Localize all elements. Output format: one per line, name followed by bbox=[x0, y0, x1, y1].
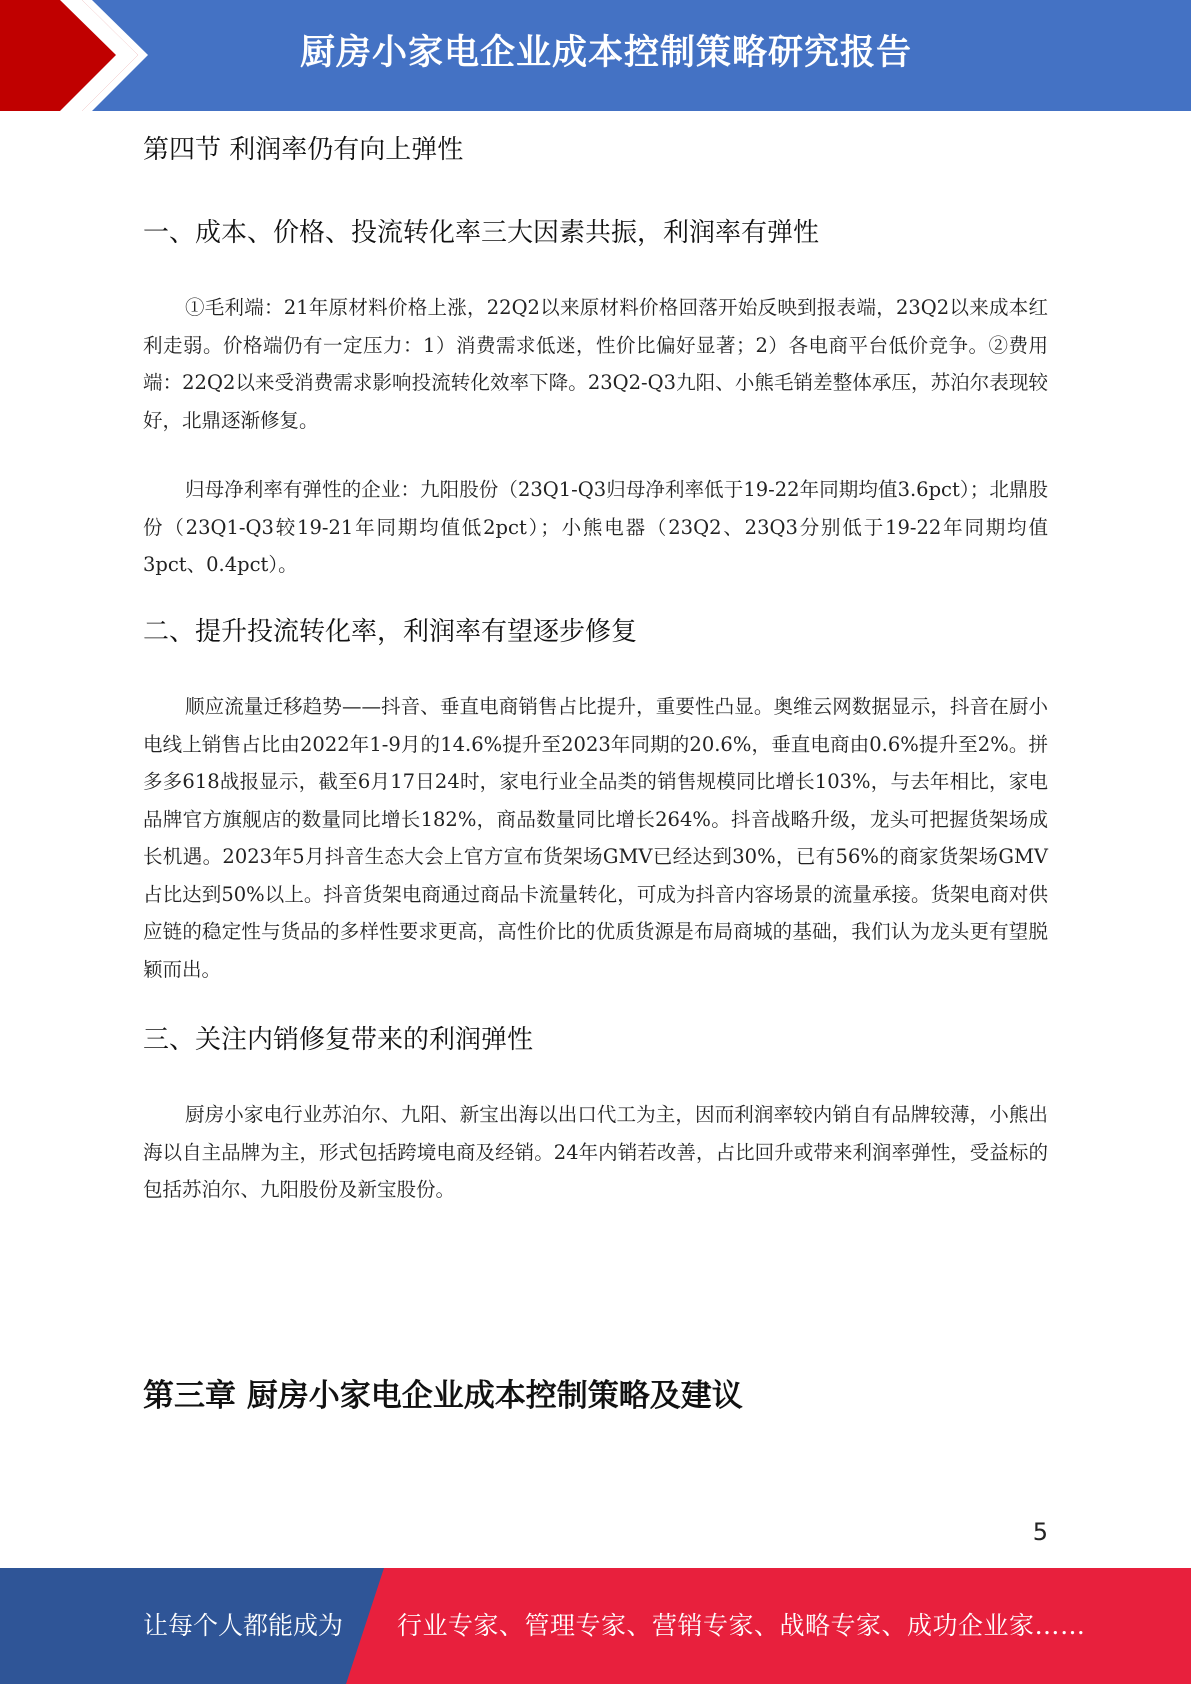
footer-slogan-right: 行业专家、管理专家、营销专家、战略专家、成功企业家…… bbox=[397, 1611, 1086, 1640]
subsection-heading-2: 二、提升投流转化率，利润率有望逐步修复 bbox=[143, 617, 638, 647]
chapter-heading: 第三章 厨房小家电企业成本控制策略及建议 bbox=[143, 1378, 743, 1414]
subsection-heading-3: 三、关注内销修复带来的利润弹性 bbox=[143, 1025, 534, 1055]
paragraph-margin-cost: ①毛利端：21年原材料价格上涨，22Q2以来原材料价格回落开始反映到报表端，23Q2以来成本红利走弱。价格端仍有一定压力：1）消费需求低迷，性价比偏好显著；2）各电商平台低价竞争。②费用端：22Q2以来受消费需求影响投流转化效率下降。23Q2-Q3九阳、小熊毛销差整体承压，苏泊尔表现较好，北鼎逐渐修复。 bbox=[143, 296, 1048, 432]
section-heading: 第四节 利润率仍有向上弹性 bbox=[143, 135, 464, 165]
page-number: 5 bbox=[1032, 1518, 1048, 1546]
paragraph-traffic-migration: 顺应流量迁移趋势——抖音、垂直电商销售占比提升，重要性凸显。奥维云网数据显示，抖音在厨小电线上销售占比由2022年1-9月的14.6%提升至2023年同期的20.6%，垂直电商由0.6%提升至2%。拼多多618战报显示，截至6月17日24时，家电行业全品类的销售规模同比增长103%，与去年相比，家电品牌官方旗舰店的数量同比增长182%，商品数量同比增长264%。抖音战略升级，龙头可把握货架场成长机遇。2023年5月抖音生态大会上官方宣布货架场GMV已经达到30%，已有56%的商家货架场GMV占比达到50%以上。抖音货架电商通过商品卡流量转化，可成为抖音内容场景的流量承接。货架电商对供应链的稳定性与货品的多样性要求更高，高性价比的优质货源是布局商城的基础，我们认为龙头更有望脱颖而出。 bbox=[143, 695, 1048, 981]
subsection-heading-1: 一、成本、价格、投流转化率三大因素共振，利润率有弹性 bbox=[143, 218, 820, 248]
paragraph-net-margin-elasticity: 归母净利率有弹性的企业：九阳股份（23Q1-Q3归母净利率低于19-22年同期均值3.6pct）；北鼎股份（23Q1-Q3较19-21年同期均值低2pct）；小熊电器（23Q2、23Q3分别低于19-22年同期均值3pct、0.4pct）。 bbox=[143, 478, 1048, 576]
page-header-banner bbox=[0, 0, 1191, 111]
document-title: 厨房小家电企业成本控制策略研究报告 bbox=[300, 33, 913, 73]
footer-slogan-left: 让每个人都能成为 bbox=[143, 1611, 344, 1640]
page-footer-banner bbox=[0, 1568, 1191, 1684]
paragraph-domestic-sales: 厨房小家电行业苏泊尔、九阳、新宝出海以出口代工为主，因而利润率较内销自有品牌较薄，小熊出海以自主品牌为主，形式包括跨境电商及经销。24年内销若改善，占比回升或带来利润率弹性，受益标的包括苏泊尔、九阳股份及新宝股份。 bbox=[143, 1103, 1048, 1201]
